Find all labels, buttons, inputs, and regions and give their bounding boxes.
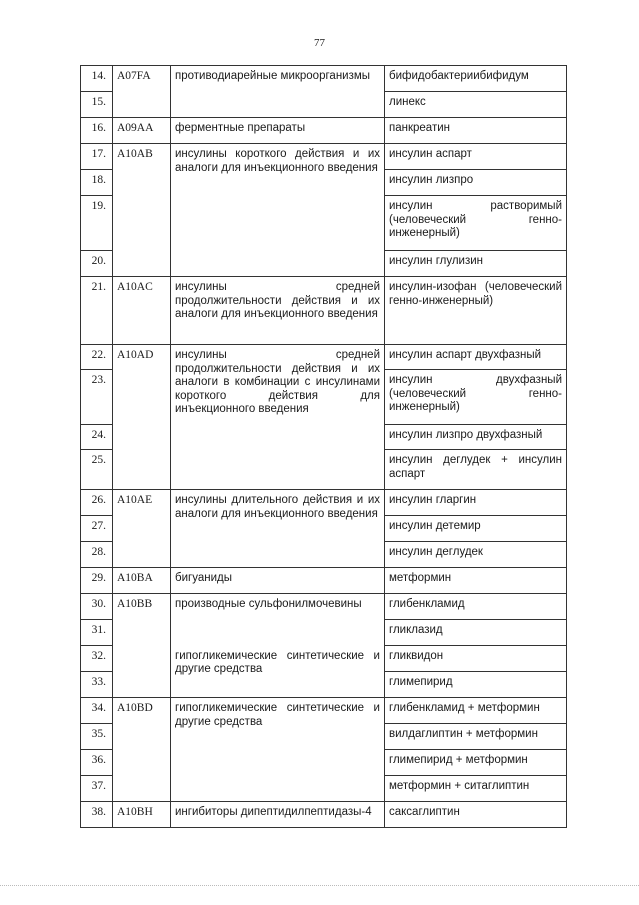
row-number: 21. xyxy=(81,277,113,345)
row-number: 22. xyxy=(81,345,113,370)
group-name: гипогликемические синтетические и другие средства xyxy=(171,646,385,698)
drug-name: инсулин аспарт двухфазный xyxy=(385,345,567,370)
atc-code: A10BA xyxy=(113,568,171,594)
atc-code: A10BD xyxy=(113,698,171,802)
row-number: 14. xyxy=(81,66,113,92)
group-name: инсулины средней продолжительности действия и их аналоги в комбинации с инсулинами короткого действия для инъекционного введения xyxy=(171,345,385,490)
row-number: 32. xyxy=(81,646,113,672)
row-number: 19. xyxy=(81,196,113,251)
atc-code: A10BB xyxy=(113,594,171,698)
row-number: 34. xyxy=(81,698,113,724)
group-name: ингибиторы дипептидилпептидазы-4 xyxy=(171,802,385,828)
row-number: 15. xyxy=(81,92,113,118)
row-number: 16. xyxy=(81,118,113,144)
table-row xyxy=(81,118,567,144)
row-number: 29. xyxy=(81,568,113,594)
row-number: 36. xyxy=(81,750,113,776)
drug-name: гликлазид xyxy=(385,620,567,646)
row-number: 23. xyxy=(81,370,113,425)
drug-name: панкреатин xyxy=(385,118,567,144)
drug-name: метформин xyxy=(385,568,567,594)
drug-name: инсулин лизпро xyxy=(385,170,567,196)
row-number: 37. xyxy=(81,776,113,802)
table-row xyxy=(81,277,567,345)
row-number: 26. xyxy=(81,490,113,516)
group-name: ферментные препараты xyxy=(171,118,385,144)
table-row xyxy=(81,802,567,828)
atc-code: A10AE xyxy=(113,490,171,568)
drug-name: вилдаглиптин + метформин xyxy=(385,724,567,750)
row-number: 28. xyxy=(81,542,113,568)
drug-name: саксаглиптин xyxy=(385,802,567,828)
row-number: 17. xyxy=(81,144,113,170)
atc-code: A10AD xyxy=(113,345,171,490)
group-name: бигуаниды xyxy=(171,568,385,594)
drug-name: метформин + ситаглиптин xyxy=(385,776,567,802)
group-name: инсулины средней продолжительности действия и их аналоги для инъекционного введения xyxy=(171,277,385,345)
row-number: 18. xyxy=(81,170,113,196)
table-row xyxy=(81,66,567,92)
row-number: 25. xyxy=(81,450,113,490)
group-name: противодиарейные микроорганизмы xyxy=(171,66,385,118)
row-number: 27. xyxy=(81,516,113,542)
atc-code: A09AA xyxy=(113,118,171,144)
atc-code: A10BH xyxy=(113,802,171,828)
drug-name: инсулин аспарт xyxy=(385,144,567,170)
drug-name: инсулин детемир xyxy=(385,516,567,542)
row-number: 35. xyxy=(81,724,113,750)
drug-name: инсулин глулизин xyxy=(385,251,567,277)
atc-code: A10AC xyxy=(113,277,171,345)
group-name: инсулины короткого действия и их аналоги для инъекционного введения xyxy=(171,144,385,277)
table-row xyxy=(81,144,567,170)
page-bottom-divider xyxy=(0,885,639,886)
drug-name: глибенкламид + метформин xyxy=(385,698,567,724)
drug-name: инсулин деглудек + инсулин аспарт xyxy=(385,450,567,490)
row-number: 30. xyxy=(81,594,113,620)
row-number: 24. xyxy=(81,425,113,450)
drug-name: гликвидон xyxy=(385,646,567,672)
table-row xyxy=(81,594,567,620)
drug-name: инсулин лизпро двухфазный xyxy=(385,425,567,450)
table-row xyxy=(81,345,567,370)
table-row xyxy=(81,568,567,594)
drug-name: инсулин гларгин xyxy=(385,490,567,516)
table-row xyxy=(81,490,567,516)
drug-table xyxy=(80,65,567,828)
page-number: 77 xyxy=(314,37,325,49)
group-name: производные сульфонилмочевины xyxy=(171,594,385,646)
drug-name: глимепирид + метформин xyxy=(385,750,567,776)
drug-name: глибенкламид xyxy=(385,594,567,620)
drug-name: инсулин-изофан (человеческий генно-инженерный) xyxy=(385,277,567,345)
group-name: инсулины длительного действия и их аналоги для инъекционного введения xyxy=(171,490,385,568)
drug-name: бифидобактериибифидум xyxy=(385,66,567,92)
atc-code: A07FA xyxy=(113,66,171,118)
atc-code: A10AB xyxy=(113,144,171,277)
row-number: 20. xyxy=(81,251,113,277)
table-row xyxy=(81,698,567,724)
drug-name: инсулин растворимый (человеческий генно-инженерный) xyxy=(385,196,567,251)
row-number: 33. xyxy=(81,672,113,698)
group-name: гипогликемические синтетические и другие средства xyxy=(171,698,385,802)
row-number: 38. xyxy=(81,802,113,828)
drug-name: линекс xyxy=(385,92,567,118)
drug-name: глимепирид xyxy=(385,672,567,698)
row-number: 31. xyxy=(81,620,113,646)
drug-name: инсулин двухфазный (человеческий генно-инженерный) xyxy=(385,370,567,425)
drug-name: инсулин деглудек xyxy=(385,542,567,568)
